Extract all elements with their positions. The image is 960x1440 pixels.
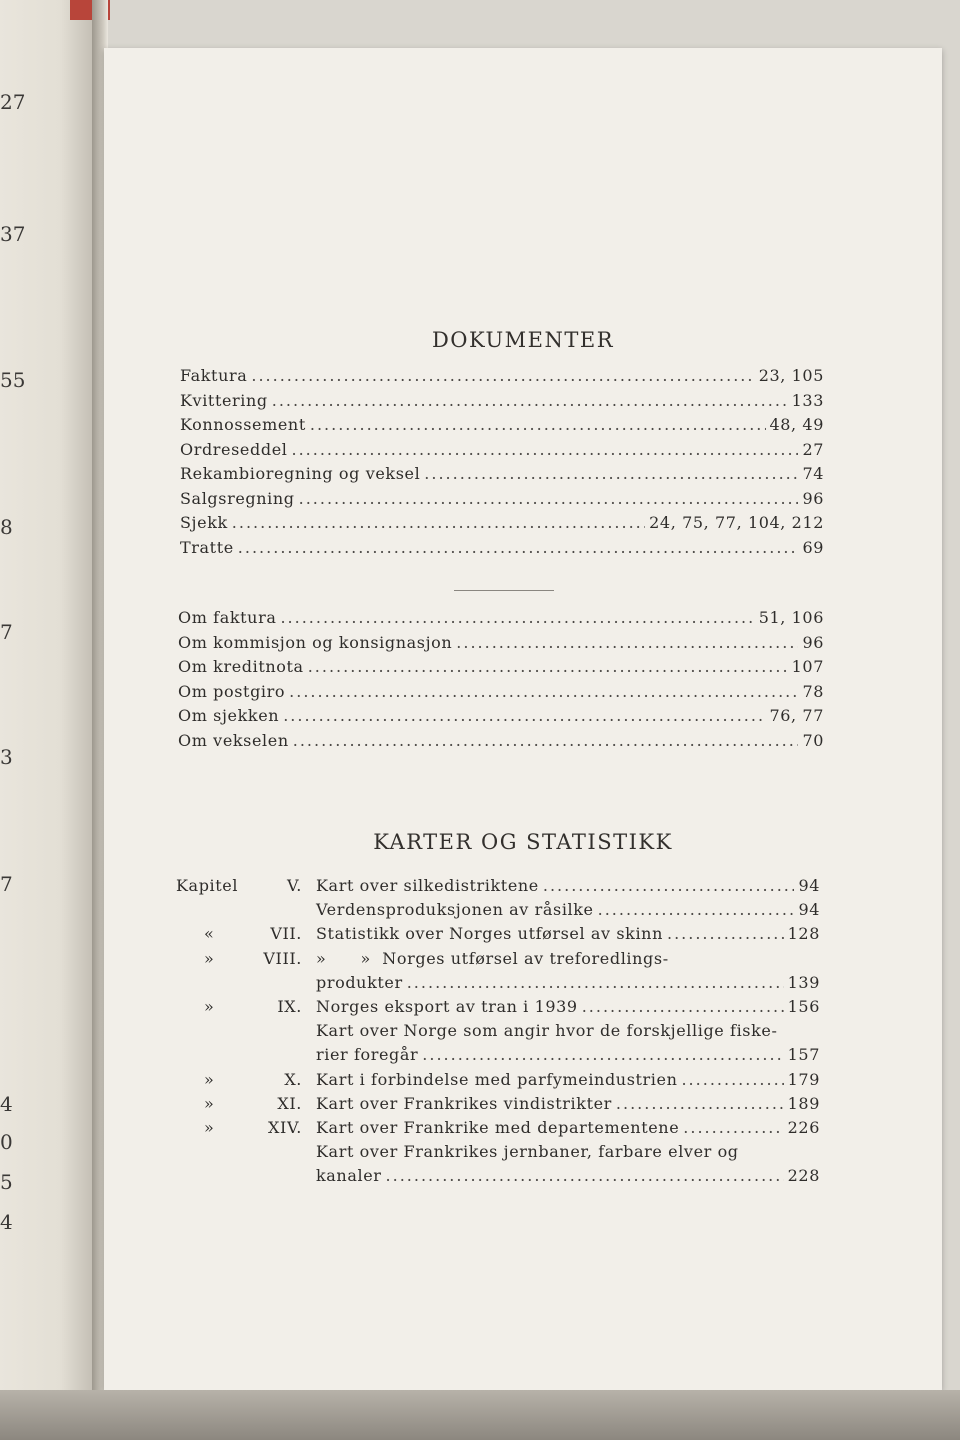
karter-entry bbox=[316, 1166, 820, 1185]
table-surface bbox=[0, 1390, 960, 1440]
left-page-edge bbox=[0, 0, 100, 1440]
margin-number: 4 bbox=[0, 1210, 13, 1234]
entry-label: Om faktura bbox=[178, 608, 277, 627]
dot-leader bbox=[616, 1094, 784, 1113]
margin-number: 7 bbox=[0, 620, 13, 644]
entry-pages: 94 bbox=[798, 900, 820, 920]
margin-number: 8 bbox=[0, 515, 13, 539]
toc-entry bbox=[180, 415, 824, 434]
dot-leader bbox=[251, 366, 754, 385]
dot-leader bbox=[299, 489, 799, 508]
entry-pages: 48, 49 bbox=[769, 415, 824, 434]
entry-label: kanaler bbox=[316, 1166, 382, 1186]
entry-label: Om kreditnota bbox=[178, 657, 304, 676]
entry-pages: 157 bbox=[787, 1045, 820, 1065]
dot-leader bbox=[598, 900, 795, 919]
dot-leader bbox=[280, 608, 754, 627]
margin-number: 55 bbox=[0, 368, 26, 392]
margin-number: 3 bbox=[0, 745, 13, 769]
book-page bbox=[104, 48, 942, 1390]
entry-label: Om sjekken bbox=[178, 706, 280, 725]
karter-entry bbox=[316, 1118, 820, 1137]
entry-label: Om postgiro bbox=[178, 681, 286, 701]
margin-number: 37 bbox=[0, 222, 26, 246]
chapter-word: Kapitel bbox=[176, 876, 239, 895]
dot-leader bbox=[272, 391, 788, 410]
dot-leader bbox=[424, 464, 798, 483]
entry-label: Rekambioregning og veksel bbox=[180, 464, 421, 483]
ditto-mark: « bbox=[204, 924, 215, 944]
entry-pages: 156 bbox=[787, 997, 820, 1016]
entry-label: rier foregår bbox=[316, 1045, 419, 1065]
ditto-mark: » bbox=[204, 997, 215, 1016]
entry-pages: 23, 105 bbox=[758, 366, 824, 385]
toc-entry bbox=[180, 538, 824, 557]
dot-leader bbox=[582, 997, 784, 1016]
entry-pages: 139 bbox=[787, 972, 820, 992]
entry-pages: 96 bbox=[802, 488, 824, 508]
ditto-mark: » bbox=[204, 1118, 215, 1137]
toc-entry bbox=[178, 633, 824, 652]
chapter-number: VIII. bbox=[263, 948, 302, 968]
toc-entry bbox=[180, 489, 824, 508]
dot-leader bbox=[407, 973, 784, 992]
karter-entry bbox=[316, 1070, 820, 1089]
entry-label: Norges eksport av tran i 1939 bbox=[316, 997, 578, 1016]
entry-pages: 24, 75, 77, 104, 212 bbox=[649, 513, 824, 532]
margin-number: 4 bbox=[0, 1092, 13, 1116]
entry-pages: 27 bbox=[802, 439, 824, 459]
entry-pages: 51, 106 bbox=[758, 608, 824, 627]
toc-entry bbox=[180, 440, 824, 459]
toc-entry bbox=[178, 608, 824, 627]
chapter-number: VII. bbox=[270, 924, 302, 944]
entry-label: Kvittering bbox=[180, 390, 268, 410]
margin-number: 27 bbox=[0, 90, 26, 114]
dot-leader bbox=[386, 1166, 784, 1185]
dot-leader bbox=[293, 731, 799, 750]
ditto-mark: » bbox=[204, 1093, 215, 1113]
entry-label: Om vekselen bbox=[178, 730, 289, 750]
dot-leader bbox=[238, 538, 799, 557]
margin-number: 0 bbox=[0, 1130, 13, 1154]
entry-pages: 228 bbox=[787, 1166, 820, 1186]
section-title-dokumenter: DOKUMENTER bbox=[431, 328, 615, 352]
entry-pages: 74 bbox=[802, 464, 824, 483]
entry-label: produkter bbox=[316, 972, 403, 992]
entry-pages: 226 bbox=[787, 1118, 820, 1137]
dot-leader bbox=[681, 1070, 783, 1089]
toc-entry bbox=[178, 731, 824, 750]
entry-label: Verdensproduksjonen av råsilke bbox=[316, 900, 594, 920]
karter-entry bbox=[316, 876, 820, 895]
entry-label: Statistikk over Norges utførsel av skinn bbox=[316, 924, 663, 944]
karter-entry bbox=[316, 997, 820, 1016]
chapter-number: IX. bbox=[277, 997, 302, 1016]
entry-pages: 96 bbox=[802, 632, 824, 652]
entry-pages: 128 bbox=[787, 924, 820, 944]
ditto-mark: » bbox=[204, 1069, 215, 1089]
chapter-number: XIV. bbox=[268, 1118, 302, 1137]
entry-label: Kart over silkedistriktene bbox=[316, 876, 539, 895]
ditto-mark: » bbox=[204, 948, 215, 968]
entry-pages: 70 bbox=[802, 730, 824, 750]
entry-label: Kart i forbindelse med parfymeindustrien bbox=[316, 1069, 678, 1089]
dot-leader bbox=[291, 440, 798, 459]
toc-entry bbox=[180, 366, 824, 385]
entry-pages: 76, 77 bbox=[769, 706, 824, 725]
entry-label: Om kommisjon og konsignasjon bbox=[178, 632, 453, 652]
dot-leader bbox=[289, 682, 798, 701]
dot-leader bbox=[683, 1118, 783, 1137]
section-title-karter: KARTER OG STATISTIKK bbox=[373, 830, 673, 854]
dot-leader bbox=[308, 657, 788, 676]
dot-leader bbox=[310, 415, 766, 434]
entry-label: Konnossement bbox=[180, 415, 306, 434]
toc-entry bbox=[178, 682, 824, 701]
chapter-number: X. bbox=[284, 1069, 302, 1089]
entry-pages: 78 bbox=[802, 681, 824, 701]
chapter-number: V. bbox=[286, 876, 302, 895]
entry-label: Salgsregning bbox=[180, 488, 295, 508]
dot-leader bbox=[283, 706, 765, 725]
entry-label-line: Kart over Norge som angir hvor de forskjellige fiske- bbox=[316, 1021, 778, 1041]
toc-entry bbox=[180, 391, 824, 410]
entry-label: Sjekk bbox=[180, 513, 228, 532]
entry-pages: 107 bbox=[791, 657, 824, 676]
entry-label: Tratte bbox=[180, 537, 234, 557]
dot-leader bbox=[422, 1045, 783, 1064]
entry-pages: 179 bbox=[787, 1069, 820, 1089]
dot-leader bbox=[456, 633, 798, 652]
entry-pages: 94 bbox=[798, 876, 820, 895]
entry-label: Ordreseddel bbox=[180, 439, 288, 459]
karter-entry bbox=[316, 1094, 820, 1113]
entry-pages: 189 bbox=[787, 1093, 820, 1113]
karter-entry bbox=[316, 973, 820, 992]
toc-entry bbox=[178, 657, 824, 676]
toc-entry bbox=[178, 706, 824, 725]
margin-number: 5 bbox=[0, 1170, 13, 1194]
dot-leader bbox=[667, 924, 784, 943]
karter-entry bbox=[316, 1045, 820, 1064]
entry-label-line: Kart over Frankrikes jernbaner, farbare elver og bbox=[316, 1142, 739, 1162]
entry-pages: 69 bbox=[802, 537, 824, 557]
margin-number: 7 bbox=[0, 872, 13, 896]
karter-entry bbox=[316, 924, 820, 943]
entry-pages: 133 bbox=[791, 390, 824, 410]
toc-entry bbox=[180, 513, 824, 532]
karter-entry bbox=[316, 900, 820, 919]
entry-label: Kart over Frankrike med departementene bbox=[316, 1118, 680, 1137]
toc-entry bbox=[180, 464, 824, 483]
chapter-number: XI. bbox=[277, 1093, 302, 1113]
dot-leader bbox=[232, 513, 645, 532]
entry-label: Faktura bbox=[180, 366, 248, 385]
section-divider bbox=[454, 590, 554, 591]
entry-label-line: » » Norges utførsel av treforedlings- bbox=[316, 948, 669, 968]
dot-leader bbox=[543, 876, 795, 895]
entry-label: Kart over Frankrikes vindistrikter bbox=[316, 1093, 612, 1113]
